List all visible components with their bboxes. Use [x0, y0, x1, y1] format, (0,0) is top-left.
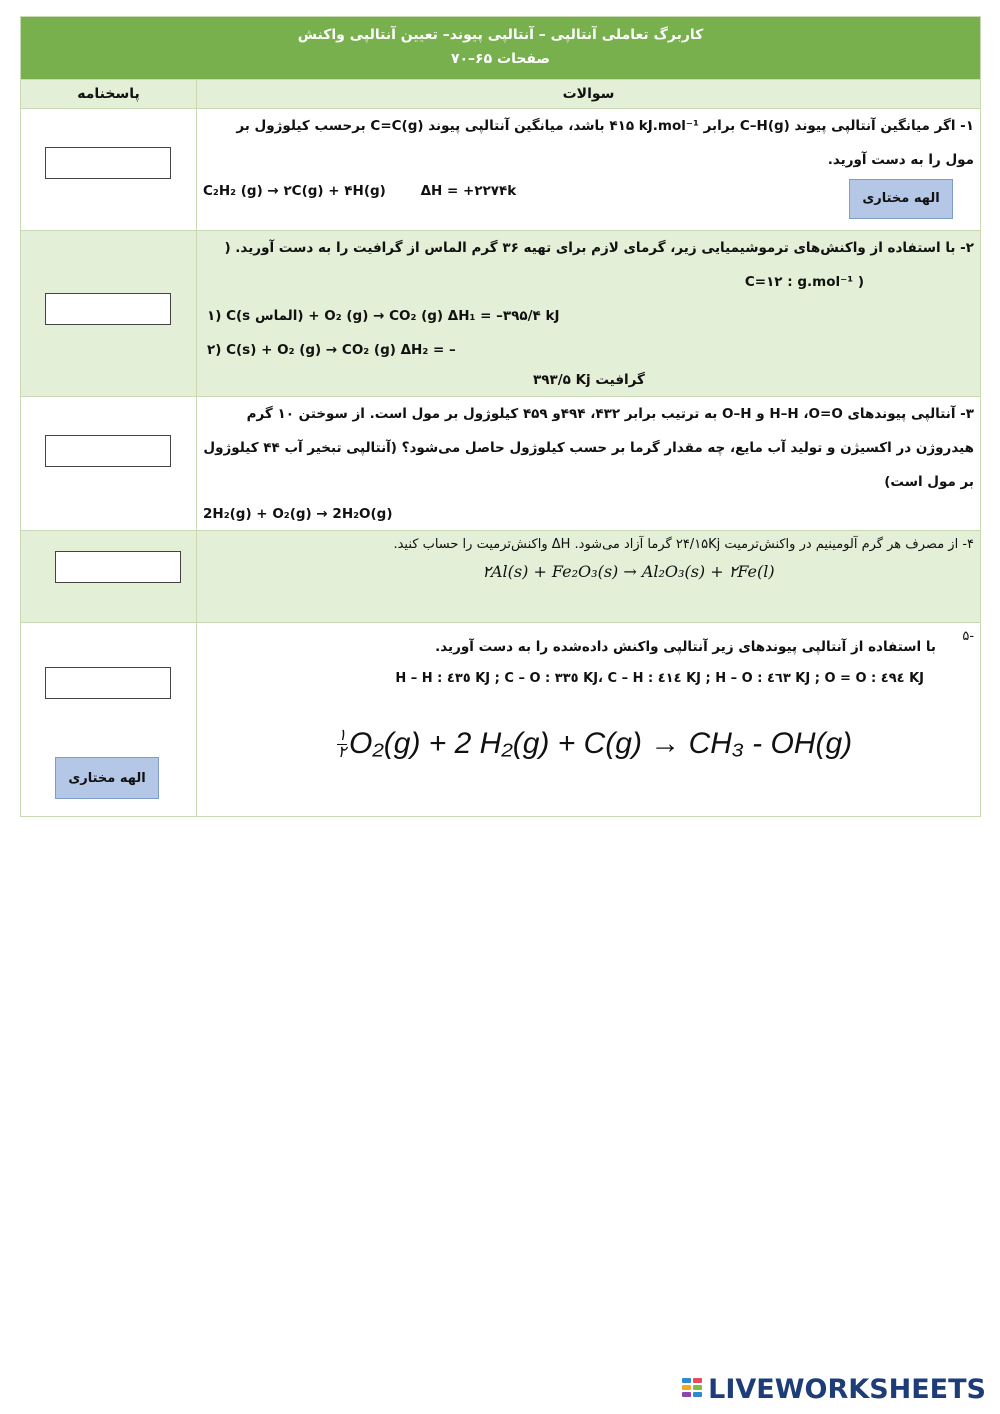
- worksheet-title: [21, 17, 981, 80]
- q3-line-2: هیدروژن در اکسیژن و تولید آب مایع، چه مقدار گرما بر حسب کیلوژول حاصل می‌شود؟ (آنتالپی تبخیر آب ۴۴ کیلوژول: [203, 440, 975, 456]
- title-line-2: صفحات ۶۵–۷۰: [450, 51, 551, 67]
- q5-fraction-denominator: ۲: [337, 743, 347, 761]
- q5-cell: [197, 623, 981, 817]
- q1-line-2: مول را به دست آورید.: [827, 152, 975, 168]
- q5-fraction-numerator: ۱: [337, 726, 347, 744]
- q3-line-3: بر مول است): [884, 474, 975, 490]
- q2-cell: [197, 231, 981, 397]
- q2-equation-2-tail: ۳۹۳/۵ Kj گرافیت: [533, 372, 645, 388]
- title-line-1: کاربرگ تعاملی آنتالپی – آنتالپی پیوند– تعیین آنتالپی واکنش: [297, 27, 704, 43]
- q3-line-1: ۳- آنتالپی پیوندهای H–H ،O=O و O–H به ترتیب برابر ۴۳۲، ۴۹۴و ۴۵۹ کیلوژول بر مول است. از سوختن ۱۰ گرم: [246, 406, 975, 422]
- q5-number: -۵: [962, 629, 975, 644]
- q2-line-2: C=۱۲ : g.mol⁻¹ ): [744, 274, 865, 290]
- q5-answer-cell: [21, 623, 197, 817]
- questions-header: سوالات: [197, 80, 981, 109]
- q5-equation: O₂(g) + 2 H₂(g) + C(g) → CH₃ - OH(g): [349, 727, 853, 760]
- q2-answer-input[interactable]: [45, 293, 171, 325]
- q5-answer-input[interactable]: [45, 667, 171, 699]
- liveworksheets-logo: [682, 1374, 986, 1405]
- worksheet-table: [20, 16, 981, 817]
- q1-cell: [197, 109, 981, 231]
- q4-cell: [197, 531, 981, 623]
- q5-bond-energies: H – H : ٤٣٥ KJ ; C – O : ٣٣٥ KJ، C – H : ٤١٤ KJ ; H – O : ٤٦٣ KJ ; O = O : ٤٩٤ KJ: [395, 671, 925, 686]
- q4-equation: ۲Al(s) + Fe₂O₃(s) → Al₂O₃(s) + ۲Fe(l): [482, 562, 775, 581]
- q4-line-1: ۴- از مصرف هر گرم آلومینیم در واکنش‌ترمیت ۲۴/۱۵Kj گرما آزاد می‌شود. ΔH واکنش‌ترمیت را حساب کنید.: [393, 537, 975, 552]
- q1-line-1: ۱- اگر میانگین آنتالپی پیوند C–H(g) برابر ۴۱۵ kJ.mol⁻¹ باشد، میانگین آنتالپی پیوند C=C(g) برحسب کیلوژول بر: [236, 118, 975, 134]
- q1-answer-input[interactable]: [45, 147, 171, 179]
- q4-answer-cell: [21, 531, 197, 623]
- q1-delta-h: ΔH = +۲۲۷۴k: [420, 183, 517, 199]
- liveworksheets-logo-icon: [682, 1378, 704, 1402]
- q3-answer-cell: [21, 397, 197, 531]
- q5-equation-block: [337, 727, 852, 761]
- q1-answer-cell: [21, 109, 197, 231]
- q2-answer-cell: [21, 231, 197, 397]
- q5-line-1: با استفاده از آنتالپی پیوندهای زیر آنتالپی واکنش داده‌شده را به دست آورید.: [435, 639, 937, 655]
- q5-fraction: [337, 728, 347, 761]
- q3-answer-input[interactable]: [45, 435, 171, 467]
- q2-equation-2: ۲) C(s) + O₂ (g) → CO₂ (g) ΔH₂ = –: [207, 342, 456, 358]
- q4-answer-input[interactable]: [55, 551, 181, 583]
- q1-author-button[interactable]: الهه مختاری: [849, 179, 953, 219]
- q5-author-button[interactable]: الهه مختاری: [55, 757, 159, 799]
- q2-equation-1: ۱) C(s الماس) + O₂ (g) → CO₂ (g) ΔH₁ = –۳۹۵/۴ kJ: [207, 308, 560, 324]
- liveworksheets-brand: LIVEWORKSHEETS: [708, 1374, 986, 1405]
- q3-cell: [197, 397, 981, 531]
- answers-header: پاسخنامه: [21, 80, 197, 109]
- q1-equation: C₂H₂ (g) → ۲C(g) + ۴H(g): [203, 183, 386, 199]
- q2-line-1: ۲- با استفاده از واکنش‌های ترموشیمیایی زیر، گرمای لازم برای تهیه ۳۶ گرم الماس از گرافیت را به دست آورید. (: [224, 240, 975, 256]
- q3-equation: 2H₂(g) + O₂(g) → 2H₂O(g): [203, 506, 393, 522]
